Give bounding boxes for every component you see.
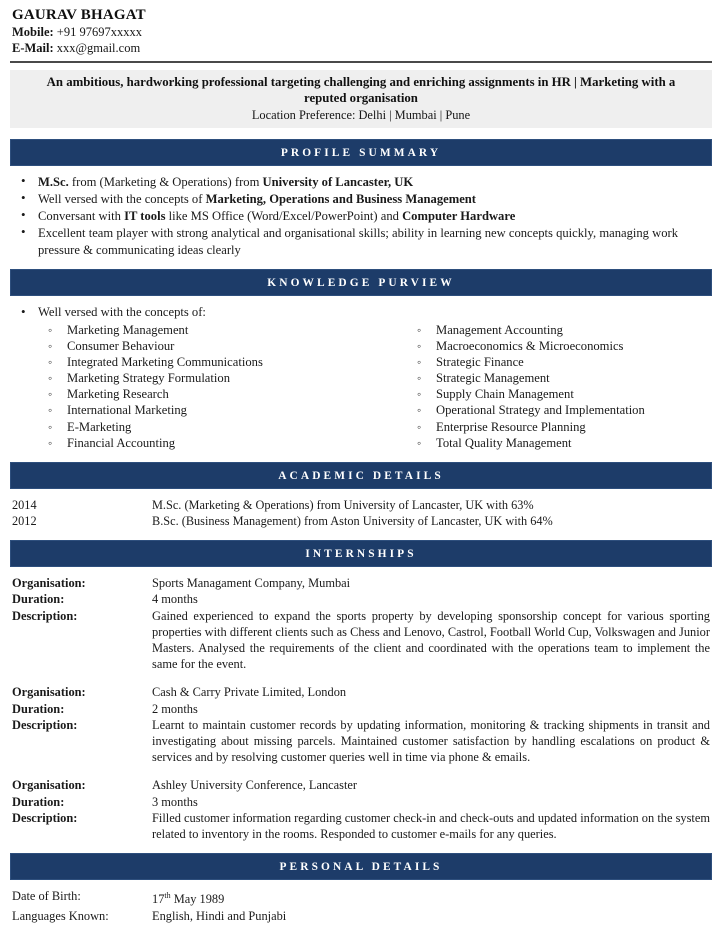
profile-summary-item (12, 174, 710, 191)
section-title-academic-details: ACADEMIC DETAILS (278, 469, 444, 482)
internship-duration-row (12, 591, 710, 607)
internship-entry (12, 575, 710, 672)
academic-description: M.Sc. (Marketing & Operations) from University of Lancaster, UK with 63% (152, 497, 534, 512)
personal-details-body (0, 888, 722, 924)
profile-summary-text-run: Marketing, Operations and Business Management (205, 192, 476, 206)
knowledge-purview-item: ◦ Strategic Management (413, 370, 710, 386)
internship-organisation-label: Organisation: (12, 576, 86, 591)
knowledge-purview-item: ◦ International Marketing (44, 402, 361, 418)
internships-body (0, 575, 722, 842)
internship-description-value: Filled customer information regarding customer check-in and check-outs and updated information on the system related to inventory in the rooms. Responded to customer e-mails for any queries. (152, 810, 710, 841)
profile-summary-text-run: Excellent team player with strong analytical and organisational skills; ability in learning new concepts quickly, managing work pressure & communicating ideas clearly (38, 226, 679, 257)
knowledge-purview-column-right (361, 322, 710, 451)
profile-summary-item (12, 208, 710, 225)
internship-entry (12, 777, 710, 842)
email-label: E-Mail: (12, 41, 54, 55)
profile-summary-text-run: like MS Office (Word/Excel/PowerPoint) and (165, 209, 403, 223)
internship-description-row (12, 608, 710, 673)
resume-header (0, 0, 722, 56)
section-title-internships: INTERNSHIPS (305, 548, 417, 561)
internship-organisation-value: Ashley University Conference, Lancaster (152, 778, 358, 793)
internship-organisation-label: Organisation: (12, 685, 86, 700)
internship-description-label: Description: (12, 717, 78, 732)
personal-detail-value (152, 908, 710, 924)
knowledge-purview-columns (12, 322, 710, 451)
academic-row (12, 497, 710, 513)
internship-description-row (12, 717, 710, 766)
mobile-label: Mobile: (12, 25, 54, 39)
candidate-name: GAURAV BHAGAT (12, 7, 146, 23)
academic-year: 2014 (12, 497, 37, 512)
knowledge-purview-item: ◦ Marketing Management (44, 322, 361, 338)
internship-entry (12, 684, 710, 765)
knowledge-purview-body (0, 304, 722, 451)
internship-duration-row (12, 701, 710, 717)
section-header-academic-details (10, 462, 712, 489)
section-title-profile-summary: PROFILE SUMMARY (280, 147, 442, 159)
personal-detail-row (12, 908, 710, 924)
personal-detail-value-rest: May 1989 (170, 892, 225, 907)
personal-detail-value-main: 17 (152, 892, 165, 907)
internship-description-label: Description: (12, 810, 78, 825)
personal-details-table (12, 888, 710, 924)
objective-title: An ambitious, hardworking professional targeting challenging and enriching assignments in HR | Marketing with a reputed organisation (46, 75, 676, 105)
knowledge-purview-item: ◦ Management Accounting (413, 322, 710, 338)
profile-summary-item (12, 225, 710, 258)
internships-list (12, 575, 710, 842)
internship-duration-label: Duration: (12, 794, 65, 809)
knowledge-purview-column-left (12, 322, 361, 451)
profile-summary-item (12, 191, 710, 208)
academic-details-table (12, 497, 710, 529)
internship-description-row (12, 810, 710, 842)
email-value: xxx@gmail.com (53, 41, 141, 55)
knowledge-purview-item: ◦ Marketing Research (44, 386, 361, 402)
profile-summary-text-run: Well versed with the concepts of (38, 192, 206, 206)
internship-description-value: Learnt to maintain customer records by updating information, monitoring & tracking shipments in transit and investigating about missing parcels. Maintained customer satisfaction by handling escalations on product & services and by resolving customer queries well in time via phone & emails. (152, 717, 710, 765)
internship-description-label: Description: (12, 608, 78, 623)
mobile-line (12, 25, 710, 40)
knowledge-purview-item: ◦ E-Marketing (44, 419, 361, 435)
knowledge-purview-item: ◦ Operational Strategy and Implementation (413, 402, 710, 418)
section-header-knowledge-purview (10, 269, 712, 296)
academic-row (12, 513, 710, 529)
profile-summary-text-run: University of Lancaster, UK (262, 175, 414, 189)
knowledge-purview-item: ◦ Macroeconomics & Microeconomics (413, 338, 710, 354)
section-header-profile-summary (10, 139, 712, 166)
section-header-personal-details (10, 853, 712, 880)
internship-organisation-row (12, 777, 710, 793)
knowledge-purview-item: ◦ Financial Accounting (44, 435, 361, 451)
academic-description: B.Sc. (Business Management) from Aston University of Lancaster, UK with 64% (152, 513, 553, 528)
section-title-personal-details: PERSONAL DETAILS (279, 861, 443, 874)
knowledge-purview-intro: • Well versed with the concepts of: (12, 304, 710, 321)
internship-duration-value: 4 months (152, 592, 198, 607)
internship-organisation-row (12, 575, 710, 591)
internship-organisation-value: Sports Managament Company, Mumbai (152, 576, 351, 591)
profile-summary-text-run: from (Marketing & Operations) from (68, 175, 263, 189)
knowledge-purview-item: ◦ Strategic Finance (413, 354, 710, 370)
internship-organisation-row (12, 684, 710, 700)
profile-summary-list (12, 174, 710, 258)
knowledge-purview-item: ◦ Integrated Marketing Communications (44, 354, 361, 370)
header-divider (10, 61, 712, 63)
personal-detail-label: Date of Birth: (12, 889, 81, 904)
personal-detail-label: Languages Known: (12, 908, 109, 923)
profile-summary-text-run: IT tools (124, 209, 166, 223)
internship-organisation-value: Cash & Carry Private Limited, London (152, 685, 347, 700)
profile-summary-text-run: Computer Hardware (402, 209, 516, 223)
objective-band (10, 70, 712, 128)
personal-detail-value-main: English, Hindi and Punjabi (152, 908, 287, 923)
internship-duration-value: 3 months (152, 794, 198, 809)
internship-organisation-label: Organisation: (12, 778, 86, 793)
internship-duration-value: 2 months (152, 701, 198, 716)
internship-duration-row (12, 794, 710, 810)
profile-summary-body (0, 174, 722, 258)
knowledge-purview-item: ◦ Total Quality Management (413, 435, 710, 451)
personal-detail-value (152, 888, 710, 908)
profile-summary-text-run: Conversant with (38, 209, 125, 223)
email-line (12, 41, 710, 56)
knowledge-purview-item: ◦ Enterprise Resource Planning (413, 419, 710, 435)
knowledge-purview-item: ◦ Consumer Behaviour (44, 338, 361, 354)
knowledge-purview-item: ◦ Marketing Strategy Formulation (44, 370, 361, 386)
location-preference: Location Preference: Delhi | Mumbai | Pune (251, 108, 471, 122)
academic-year: 2012 (12, 513, 37, 528)
section-title-knowledge-purview: KNOWLEDGE PURVIEW (267, 277, 455, 289)
internship-duration-label: Duration: (12, 592, 65, 607)
knowledge-purview-item: ◦ Supply Chain Management (413, 386, 710, 402)
academic-details-body (0, 497, 722, 529)
personal-detail-value-ordinal: th (164, 891, 171, 901)
mobile-value: +91 97697xxxxx (53, 25, 142, 39)
profile-summary-text-run: M.Sc. (38, 175, 69, 189)
internship-description-value: Gained experienced to expand the sports property by developing sponsorship concept for various sporting properties with different clients such as Chess and Lenovo, Castrol, Football World Cup, Volkswagen and Junior Masters. Analysed the requirements of the client and coordinated with the operations team to implement the same for the event. (152, 608, 710, 672)
internship-duration-label: Duration: (12, 701, 65, 716)
section-header-internships (10, 540, 712, 567)
personal-detail-row (12, 888, 710, 908)
